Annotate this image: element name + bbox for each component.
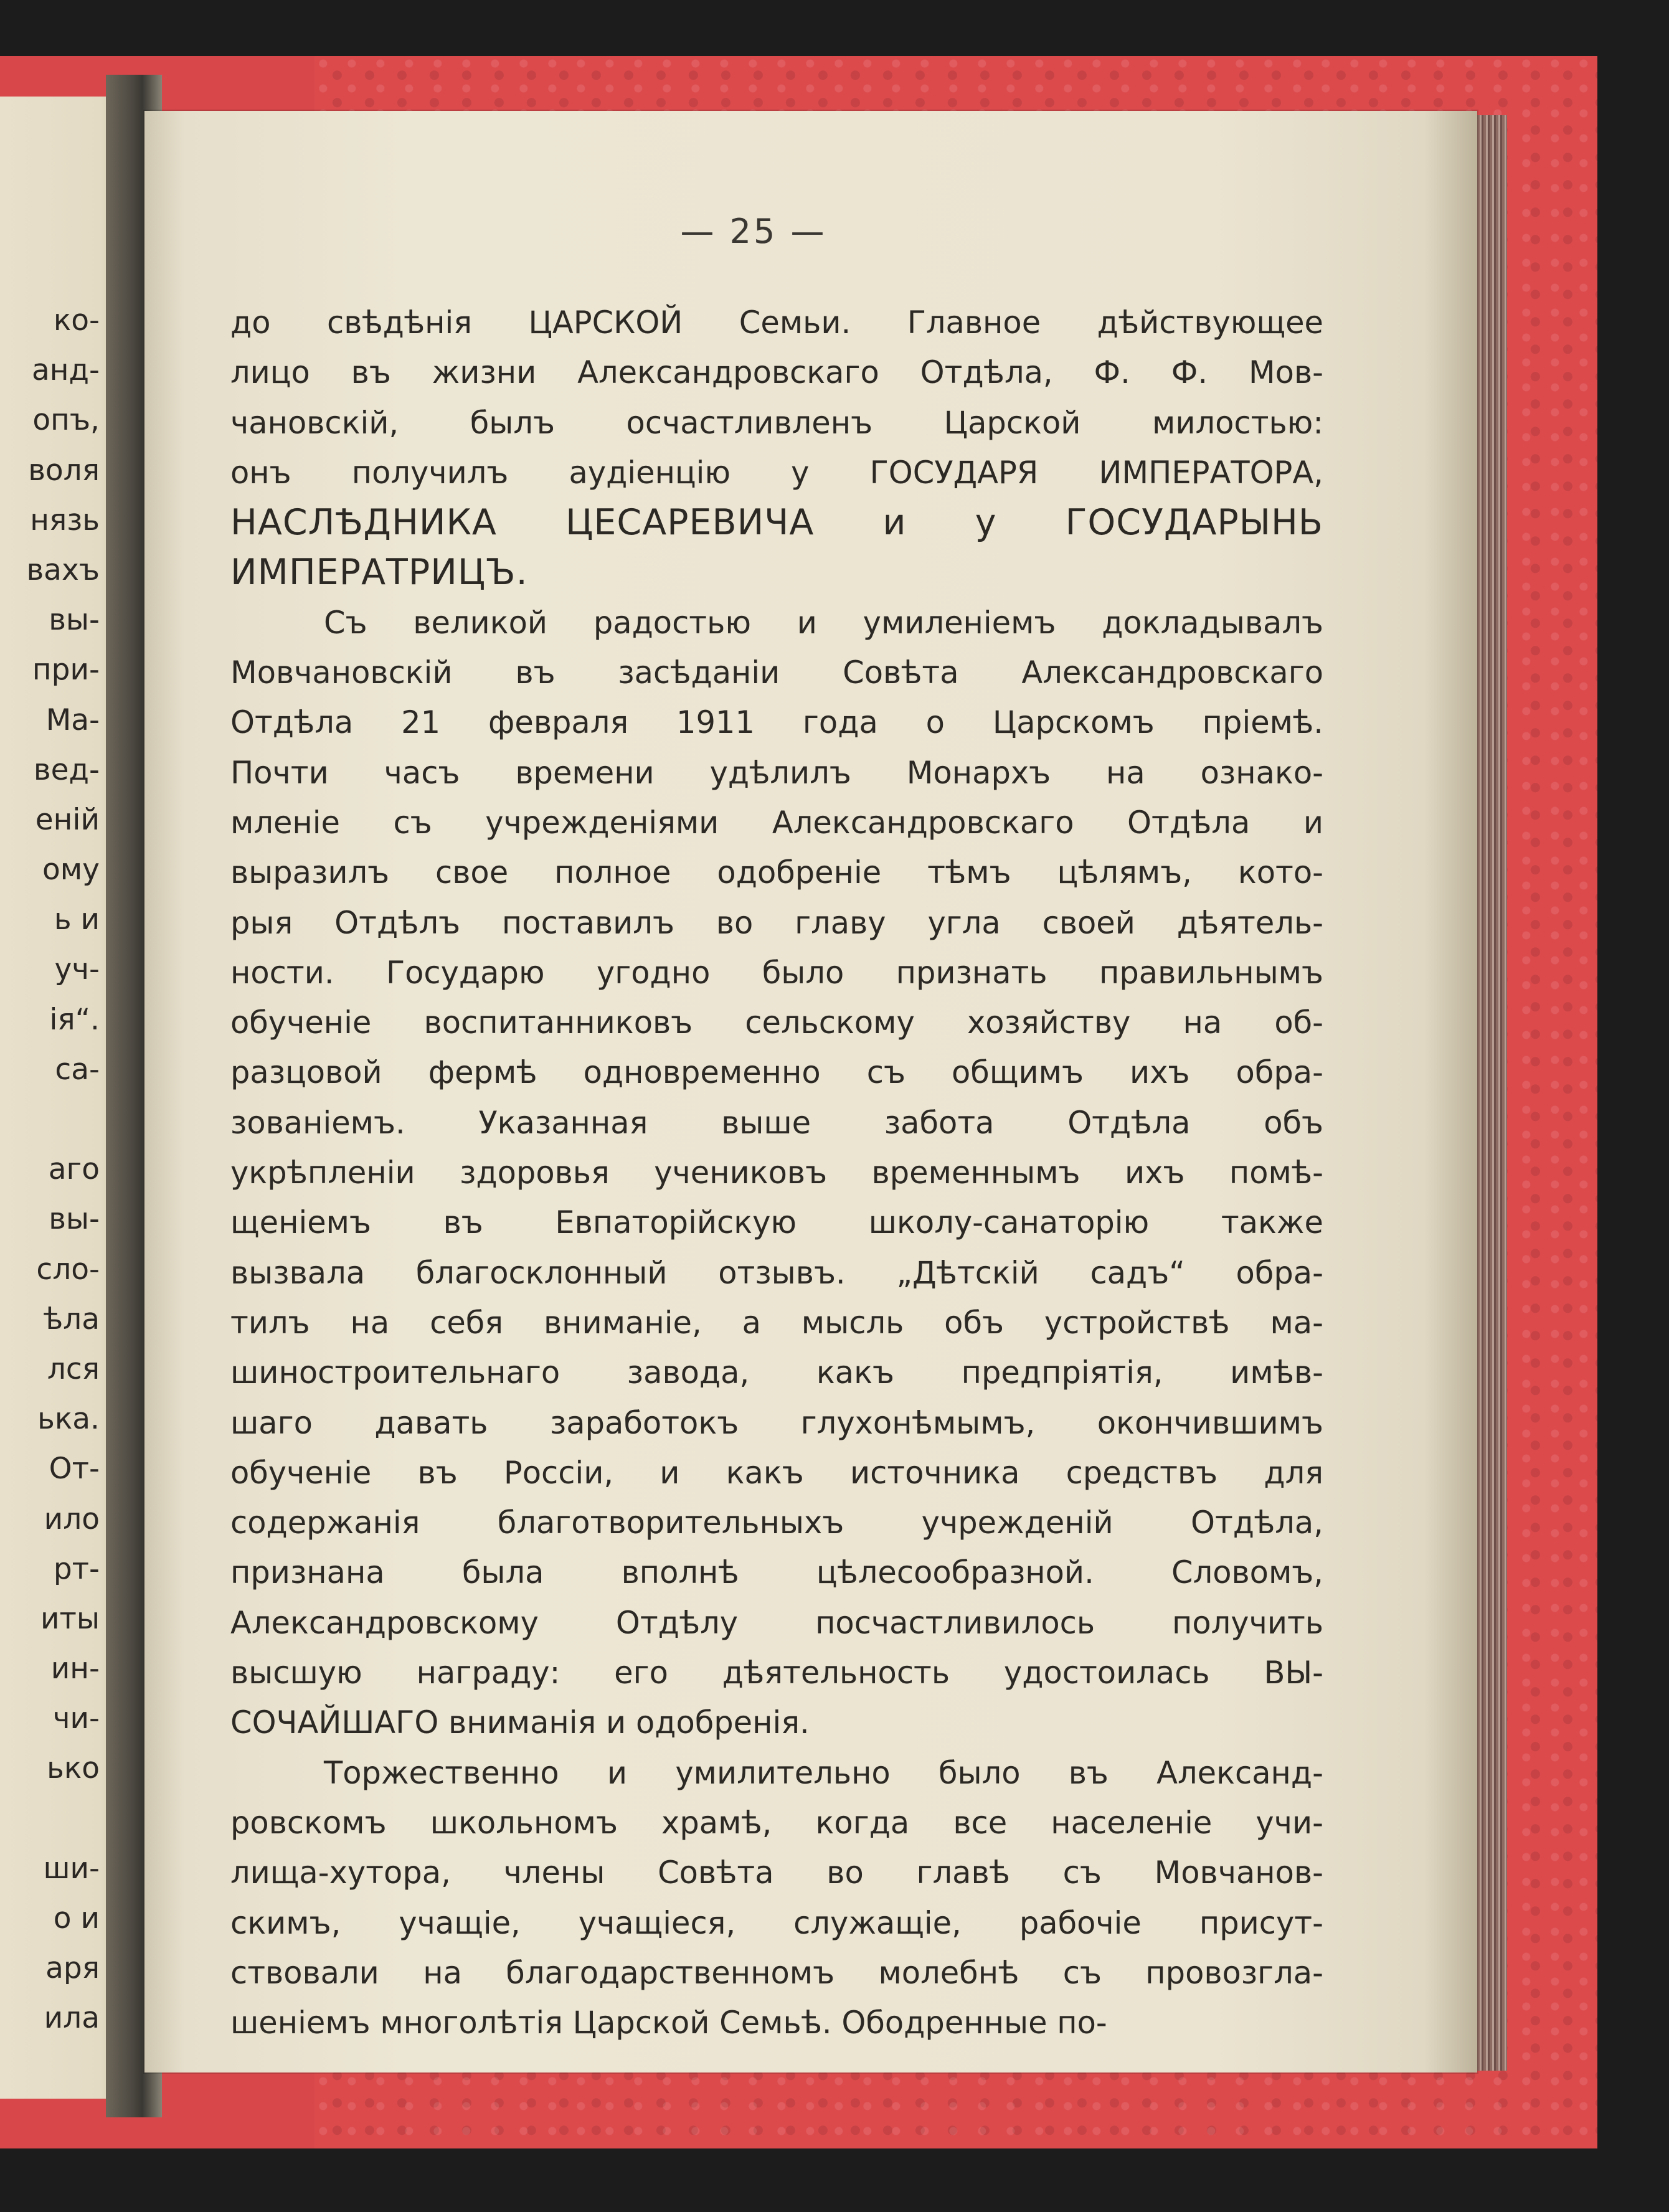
text-line: зованіемъ. Указанная выше забота Отдѣла объ (230, 1104, 1323, 1141)
text-line: до свѣдѣнія ЦАРСКОЙ Семьи. Главное дѣйствующее (230, 305, 1323, 341)
text-line: Съ великой радостью и умиленіемъ докладывалъ (324, 604, 1323, 641)
previous-page-line: о и (53, 1901, 100, 1936)
previous-page-line: От- (49, 1452, 100, 1486)
previous-page-line: лся (47, 1351, 100, 1386)
text-line: мленіе съ учрежденіями Александровскаго Отдѣла и (230, 804, 1323, 841)
text-line: обученіе воспитанниковъ сельскому хозяйству на об- (230, 1004, 1323, 1041)
previous-page-line (0, 1095, 100, 1145)
text-line: Мовчановскій въ засѣданіи Совѣта Александровскаго (230, 655, 1323, 691)
body-text (230, 298, 1323, 2048)
previous-page-line: иты (40, 1601, 100, 1636)
text-line: высшую награду: его дѣятельность удостоилась ВЫ- (230, 1655, 1323, 1691)
text-line: рыя Отдѣлъ поставилъ во главу угла своей дѣятель- (230, 904, 1323, 941)
previous-page-line: вахъ (26, 552, 100, 587)
text-line: ровскомъ школьномъ храмѣ, когда все населеніе учи- (230, 1804, 1323, 1841)
previous-page-line: ин- (50, 1652, 100, 1686)
text-line: тилъ на себя вниманіе, а мысль объ устройствѣ ма- (230, 1304, 1323, 1341)
text-line: лицо въ жизни Александровскаго Отдѣла, Ф. Ф. Мов- (230, 354, 1323, 391)
previous-page-line: ому (42, 853, 100, 887)
text-line: вызвала благосклонный отзывъ. „Дѣтскій садъ“ обра- (230, 1254, 1323, 1291)
previous-page-line: аго (48, 1152, 100, 1187)
previous-page-line: воля (28, 453, 100, 488)
text-line: разцовой фермѣ одновременно съ общимъ ихъ обра- (230, 1054, 1323, 1091)
text-line: содержанія благотворительныхъ учрежденій Отдѣла, (230, 1505, 1323, 1541)
previous-page-line: рт- (53, 1551, 100, 1586)
previous-page-line: са- (55, 1052, 100, 1087)
previous-page-line: вы- (49, 1202, 100, 1237)
previous-page-line: ько (47, 1751, 100, 1786)
previous-page-line: при- (32, 653, 100, 688)
previous-page-text (0, 296, 100, 2044)
text-line: Почти часъ времени удѣлилъ Монархъ на ознако- (230, 754, 1323, 791)
text-line: ИМПЕРАТРИЦЪ. (230, 552, 528, 593)
text-line: шаго давать заработокъ глухонѣмымъ, окончившимъ (230, 1404, 1323, 1441)
previous-page-line: уч- (54, 952, 100, 987)
previous-page-line: ила (44, 2001, 100, 2036)
text-line: шиностроительнаго завода, какъ предпріятія, имѣв- (230, 1354, 1323, 1391)
text-line: лища-хутора, члены Совѣта во главѣ съ Мовчанов- (230, 1855, 1323, 1891)
previous-page-line: ко- (53, 303, 100, 338)
text-line: Отдѣла 21 февраля 1911 года о Царскомъ пріемѣ. (230, 704, 1323, 741)
text-line: признана была вполнѣ цѣлесообразной. Словомъ, (230, 1554, 1323, 1591)
text-line: ности. Государю угодно было признать правильнымъ (230, 954, 1323, 991)
previous-page-line: ши- (43, 1851, 100, 1886)
previous-page-line: вед- (33, 752, 100, 787)
text-line: онъ получилъ аудіенцію у ГОСУДАРЯ ИМПЕРАТОРА, (230, 454, 1323, 491)
text-line: ствовали на благодарственномъ молебнѣ съ провозгла- (230, 1954, 1323, 1991)
previous-page-line: ія“. (49, 1002, 100, 1037)
previous-page-line: анд- (32, 353, 100, 388)
previous-page-line: нязь (30, 503, 100, 537)
previous-page-line: чи- (52, 1701, 100, 1736)
text-line: чановскій, былъ осчастливленъ Царской милостью: (230, 404, 1323, 441)
previous-page-line: вы- (49, 603, 100, 638)
text-line: выразилъ свое полное одобреніе тѣмъ цѣлямъ, кото- (230, 854, 1323, 891)
previous-page-line: еній (35, 802, 100, 837)
previous-page-line: ька. (37, 1402, 100, 1437)
text-line: НАСЛѢДНИКА ЦЕСАРЕВИЧА и у ГОСУДАРЫНЬ (230, 502, 1323, 544)
previous-page-line: ь и (54, 902, 100, 937)
text-line: шеніемъ многолѣтія Царской Семьѣ. Ободренные по- (230, 2005, 1107, 2041)
page-number: — 25 — (680, 212, 827, 251)
text-line: щеніемъ въ Евпаторійскую школу-санаторію также (230, 1204, 1323, 1241)
previous-page-line: Ма- (45, 702, 100, 737)
page-edges (1477, 115, 1507, 2071)
previous-page-line (0, 1794, 100, 1844)
text-line: обученіе въ Россіи, и какъ источника средствъ для (230, 1454, 1323, 1491)
text-line: СОЧАЙШАГО вниманія и одобренія. (230, 1704, 810, 1741)
text-line: Александровскому Отдѣлу посчастливилось получить (230, 1604, 1323, 1641)
text-line: скимъ, учащіе, учащіеся, служащіе, рабочіе присут- (230, 1904, 1323, 1941)
previous-page-line: сло- (36, 1252, 100, 1287)
previous-page-line: ѣла (43, 1302, 100, 1336)
previous-page-line: ило (44, 1501, 100, 1536)
previous-page-line: опъ, (32, 403, 100, 438)
text-line: укрѣпленіи здоровья учениковъ временнымъ ихъ помѣ- (230, 1155, 1323, 1191)
previous-page-line: аря (45, 1951, 100, 1986)
text-line: Торжественно и умилительно было въ Александ- (324, 1754, 1323, 1791)
